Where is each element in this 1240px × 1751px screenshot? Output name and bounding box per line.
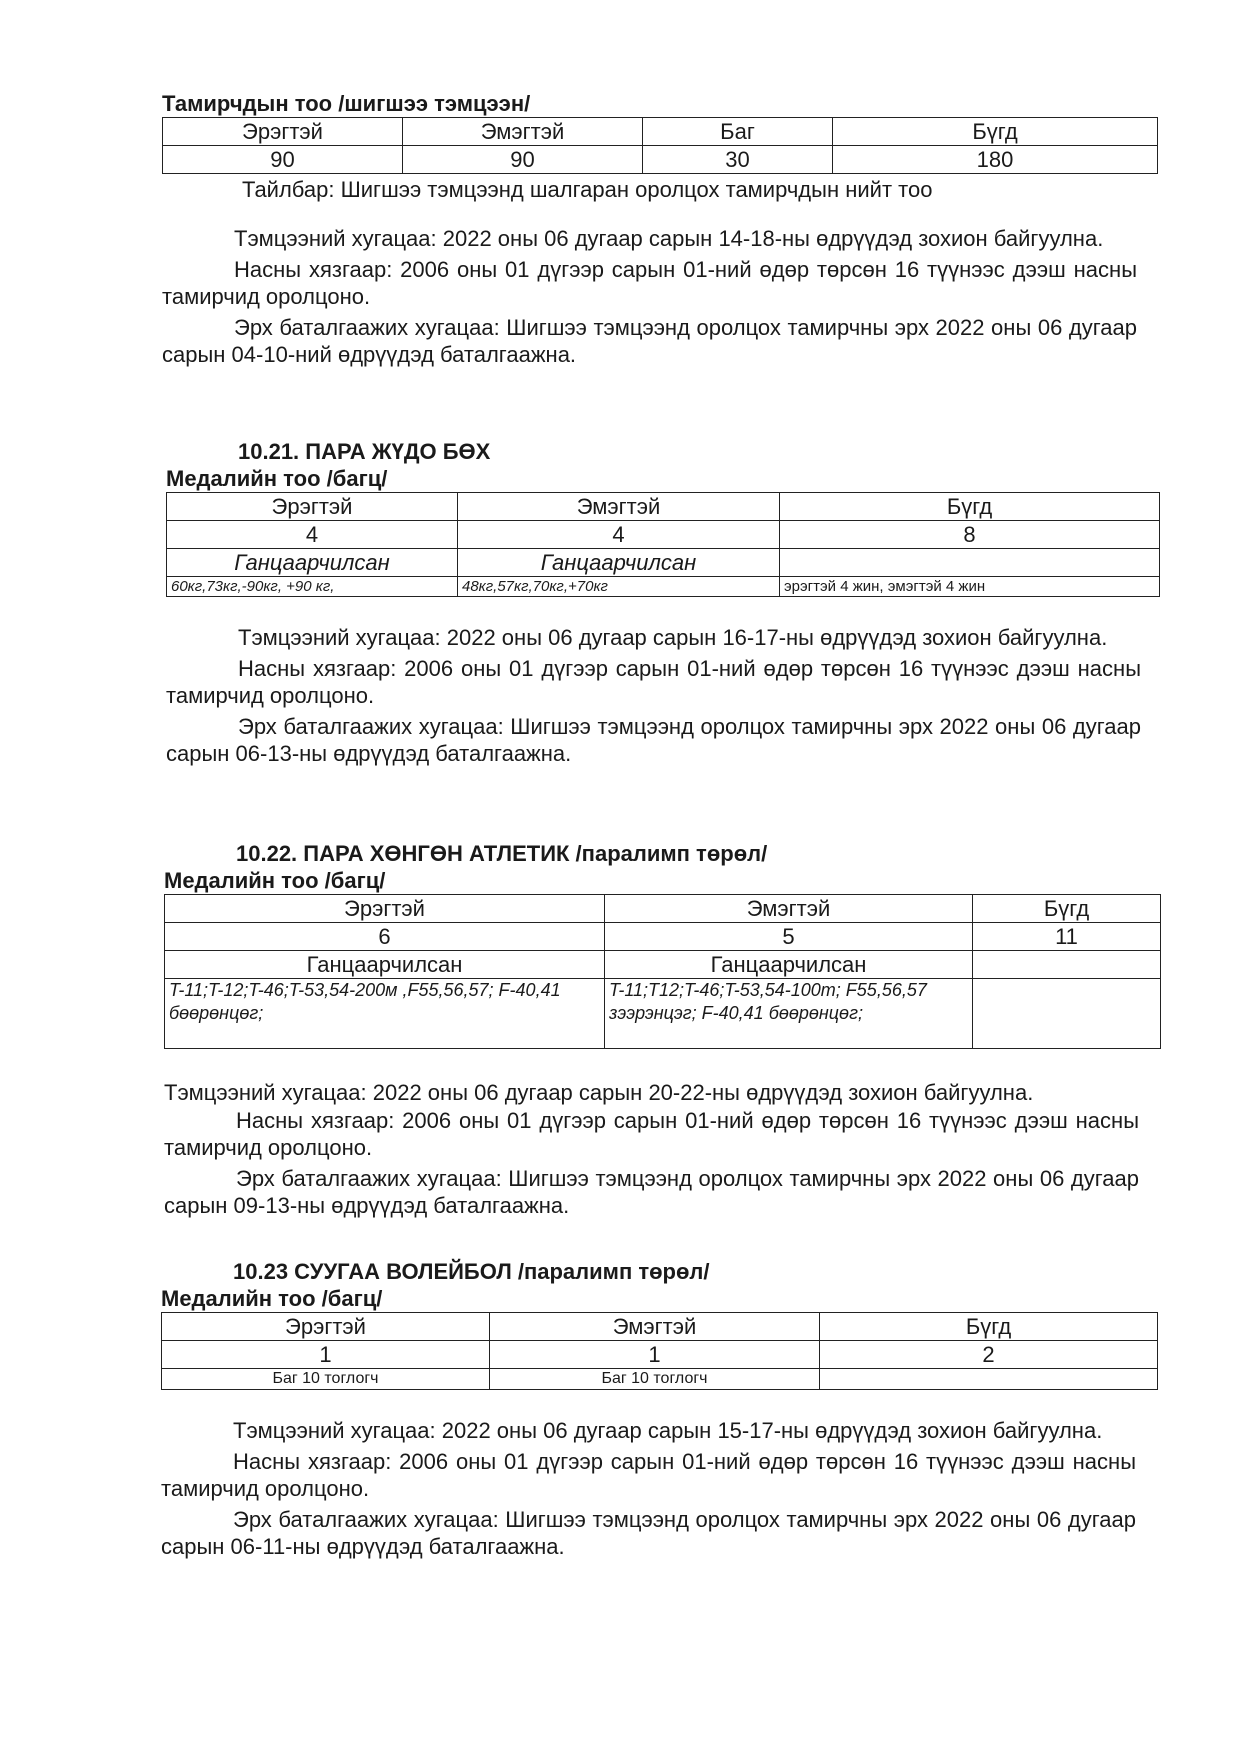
type-male: Ганцаарчилсан [167, 549, 458, 577]
header-female: Эмэгтэй [458, 493, 780, 521]
athletics-section [164, 840, 1139, 1219]
registration-period: Эрх баталгаажих хугацаа: Шигшээ тэмцээнд оролцох тамирчны эрх 2022 оны 06 дугаар сарын 06-11-ны өдрүүдэд баталгаажна. [161, 1507, 1136, 1559]
medals-subtitle: Медалийн тоо /багц/ [166, 466, 388, 491]
value-male: 90 [163, 146, 403, 174]
table-row [163, 146, 1158, 174]
value-male: 6 [165, 923, 605, 951]
registration-period: Эрх баталгаажих хугацаа: Шигшээ тэмцээнд оролцох тамирчны эрх 2022 оны 06 дугаар сарын 04-10-ний өдрүүдэд баталгаажна. [162, 315, 1137, 367]
type-female: Ганцаарчилсан [458, 549, 780, 577]
athletes-subtitle: Тамирчдын тоо /шигшээ тэмцээн/ [162, 91, 531, 116]
value-female: 1 [490, 1341, 820, 1369]
header-male: Эрэгтэй [163, 118, 403, 146]
type-total [973, 951, 1161, 979]
medals-subtitle: Медалийн тоо /багц/ [164, 868, 386, 893]
age-limit: Насны хязгаар: 2006 оны 01 дүгээр сарын 01-ний өдөр төрсөн 16 түүнээс дээш насны тамирчид оролцоно. [164, 1108, 1139, 1160]
section-title: 10.22. ПАРА ХӨНГӨН АТЛЕТИК /паралимп төрөл/ [236, 841, 768, 866]
age-limit: Насны хязгаар: 2006 оны 01 дүгээр сарын 01-ний өдөр төрсөн 16 түүнээс дээш насны тамирчид оролцоно. [161, 1449, 1136, 1501]
value-total: 2 [820, 1341, 1158, 1369]
detail-male: Баг 10 тоглогч [162, 1369, 490, 1390]
header-female: Эмэгтэй [605, 895, 973, 923]
header-total: Бүгд [973, 895, 1161, 923]
table-row [167, 521, 1160, 549]
athletes-section [162, 90, 1137, 368]
table-note: Тайлбар: Шигшээ тэмцээнд шалгаран оролцох тамирчдын нийт тоо [242, 177, 933, 202]
type-male: Ганцаарчилсан [165, 951, 605, 979]
table-row [167, 577, 1160, 597]
section-title: 10.21. ПАРА ЖҮДО БӨХ [238, 439, 491, 464]
detail-male: T-11;T-12;T-46;T-53,54-200м ,F55,56,57; F-40,41 бөөрөнцөг; [165, 979, 605, 1049]
value-male: 1 [162, 1341, 490, 1369]
competition-period: Тэмцээний хугацаа: 2022 оны 06 дугаар сарын 15-17-ны өдрүүдэд зохион байгуулна. [233, 1418, 1103, 1443]
volleyball-section [161, 1258, 1136, 1560]
detail-total: эрэгтэй 4 жин, эмэгтэй 4 жин [780, 577, 1160, 597]
type-total [780, 549, 1160, 577]
header-total: Бүгд [780, 493, 1160, 521]
medals-table [161, 1312, 1158, 1390]
section-title: 10.23 СУУГАА ВОЛЕЙБОЛ /паралимп төрөл/ [233, 1259, 710, 1284]
age-limit: Насны хязгаар: 2006 оны 01 дүгээр сарын 01-ний өдөр төрсөн 16 түүнээс дээш насны тамирчид оролцоно. [166, 656, 1141, 708]
header-female: Эмэгтэй [490, 1313, 820, 1341]
table-header-row [165, 895, 1161, 923]
value-male: 4 [167, 521, 458, 549]
value-total: 8 [780, 521, 1160, 549]
table-header-row [167, 493, 1160, 521]
medals-table [164, 894, 1161, 1049]
header-male: Эрэгтэй [165, 895, 605, 923]
header-male: Эрэгтэй [162, 1313, 490, 1341]
value-total: 180 [833, 146, 1158, 174]
age-limit: Насны хязгаар: 2006 оны 01 дүгээр сарын 01-ний өдөр төрсөн 16 түүнээс дээш насны тамирчид оролцоно. [162, 257, 1137, 309]
table-row [162, 1341, 1158, 1369]
table-header-row [162, 1313, 1158, 1341]
value-total: 11 [973, 923, 1161, 951]
detail-male: 60кг,73кг,-90кг, +90 кг, [167, 577, 458, 597]
table-row [165, 923, 1161, 951]
detail-female: T-11;T12;T-46;T-53,54-100m; F55,56,57 зээрэнцэг; F-40,41 бөөрөнцөг; [605, 979, 973, 1049]
table-header-row [163, 118, 1158, 146]
competition-period: Тэмцээний хугацаа: 2022 оны 06 дугаар сарын 14-18-ны өдрүүдэд зохион байгуулна. [234, 226, 1104, 251]
header-female: Эмэгтэй [403, 118, 643, 146]
medals-subtitle: Медалийн тоо /багц/ [161, 1286, 383, 1311]
header-total: Бүгд [833, 118, 1158, 146]
header-total: Бүгд [820, 1313, 1158, 1341]
registration-period: Эрх баталгаажих хугацаа: Шигшээ тэмцээнд оролцох тамирчны эрх 2022 оны 06 дугаар сарын 06-13-ны өдрүүдэд баталгаажна. [166, 714, 1141, 766]
detail-total [973, 979, 1161, 1049]
registration-period: Эрх баталгаажих хугацаа: Шигшээ тэмцээнд оролцох тамирчны эрх 2022 оны 06 дугаар сарын 09-13-ны өдрүүдэд баталгаажна. [164, 1166, 1139, 1218]
value-female: 90 [403, 146, 643, 174]
competition-period: Тэмцээний хугацаа: 2022 оны 06 дугаар сарын 16-17-ны өдрүүдэд зохион байгуулна. [238, 625, 1108, 650]
competition-period: Тэмцээний хугацаа: 2022 оны 06 дугаар сарын 20-22-ны өдрүүдэд зохион байгуулна. [164, 1080, 1034, 1105]
table-row [162, 1369, 1158, 1390]
detail-total [820, 1369, 1158, 1390]
detail-female: Баг 10 тоглогч [490, 1369, 820, 1390]
header-male: Эрэгтэй [167, 493, 458, 521]
table-row [165, 951, 1161, 979]
value-female: 5 [605, 923, 973, 951]
medals-table [166, 492, 1160, 597]
athletes-table [162, 117, 1158, 174]
value-female: 4 [458, 521, 780, 549]
table-row [165, 979, 1161, 1049]
judo-section [166, 438, 1141, 767]
table-row [167, 549, 1160, 577]
type-female: Ганцаарчилсан [605, 951, 973, 979]
value-team: 30 [643, 146, 833, 174]
detail-female: 48кг,57кг,70кг,+70кг [458, 577, 780, 597]
header-team: Баг [643, 118, 833, 146]
